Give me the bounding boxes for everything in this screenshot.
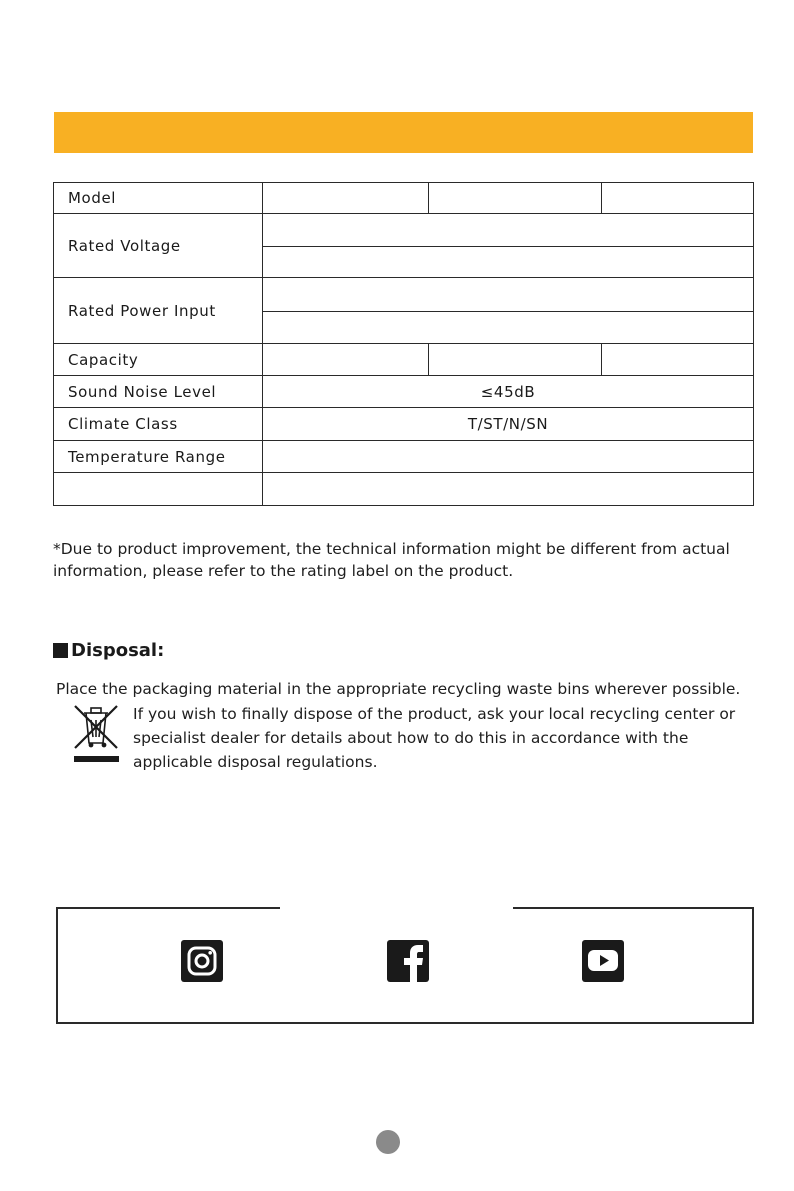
table-row	[54, 473, 754, 506]
header-banner	[54, 112, 753, 153]
spec-label-capacity: Capacity	[54, 344, 263, 376]
heading-square-icon	[53, 643, 68, 658]
spec-table	[53, 182, 754, 506]
spec-label-temperature-range: Temperature Range	[54, 441, 263, 473]
disposal-packaging-text: Place the packaging material in the appropriate recycling waste bins wherever possible.	[56, 680, 741, 698]
spec-value-capacity-2	[429, 344, 602, 376]
table-row	[54, 408, 754, 441]
facebook-icon[interactable]	[387, 940, 429, 982]
table-row	[54, 376, 754, 408]
spec-label-sound-noise-level: Sound Noise Level	[54, 376, 263, 408]
spec-label-rated-power-input: Rated Power Input	[54, 278, 263, 344]
crossed-out-wheelie-bin-icon	[72, 703, 120, 765]
table-row	[54, 214, 754, 247]
spec-value-empty	[263, 473, 754, 506]
spec-label-empty	[54, 473, 263, 506]
spec-value-sound-noise-level: ≤45dB	[263, 376, 754, 408]
spec-label-climate-class: Climate Class	[54, 408, 263, 441]
spec-value-capacity-3	[602, 344, 754, 376]
spec-value-climate-class: T/ST/N/SN	[263, 408, 754, 441]
spec-label-rated-voltage: Rated Voltage	[54, 214, 263, 278]
spec-value-temperature-range	[263, 441, 754, 473]
instagram-icon[interactable]	[181, 940, 223, 982]
youtube-icon[interactable]	[582, 940, 624, 982]
spec-value-rated-voltage-1	[263, 214, 754, 247]
table-row	[54, 441, 754, 473]
disposal-heading-text: Disposal:	[71, 640, 165, 661]
disposal-instructions: If you wish to finally dispose of the product, ask your local recycling center or specialist dealer for details about how to do this in accordance with the applicable disposal regulations.	[133, 705, 736, 771]
table-row	[54, 344, 754, 376]
spec-value-model-3	[602, 183, 754, 214]
box-top-border-right	[513, 907, 754, 909]
product-improvement-note: *Due to product improvement, the technical information might be different from actual information, please refer to the rating label on the product.	[53, 540, 730, 580]
spec-value-model-1	[263, 183, 429, 214]
spec-label-model: Model	[54, 183, 263, 214]
table-row	[54, 278, 754, 312]
spec-value-capacity-1	[263, 344, 429, 376]
page-number-dot	[376, 1130, 400, 1154]
spec-value-rated-power-1	[263, 278, 754, 312]
spec-value-model-2	[429, 183, 602, 214]
spec-value-rated-voltage-2	[263, 247, 754, 278]
spec-value-rated-power-2	[263, 312, 754, 344]
disposal-heading	[53, 640, 164, 661]
box-top-border-left	[58, 907, 280, 909]
table-row	[54, 183, 754, 214]
